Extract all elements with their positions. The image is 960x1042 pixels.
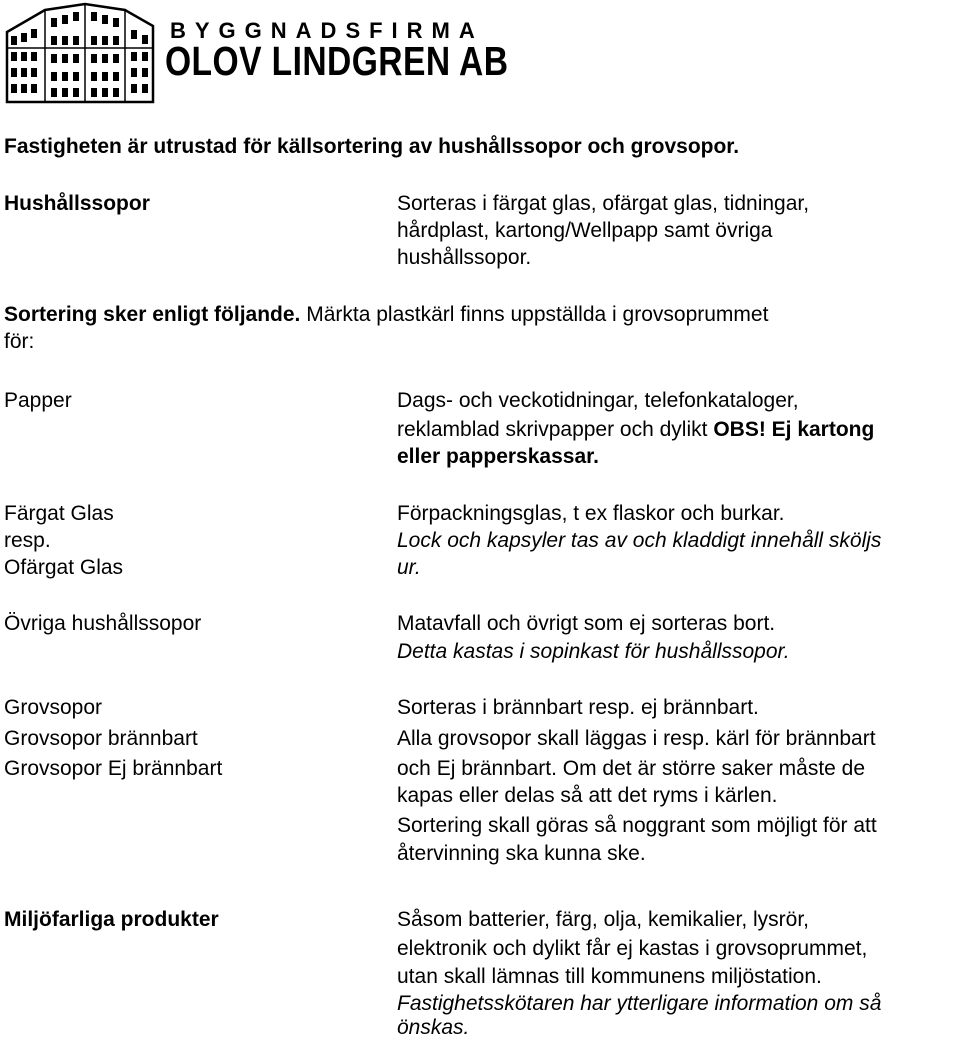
- paper-desc-text: reklamblad skrivpapper och dylikt: [397, 418, 714, 441]
- household-desc-line: hårdplast, kartong/Wellpapp samt övriga: [397, 219, 773, 242]
- household-desc-line: Sorteras i färgat glas, ofärgat glas, tidningar,: [397, 192, 810, 215]
- bulky-desc-line: kapas eller delas så att det ryms i kärlen.: [397, 784, 778, 807]
- paper-note: OBS! Ej kartong: [713, 418, 875, 441]
- glass-label-line: Färgat Glas: [4, 502, 114, 525]
- company-name: OLOV LINDGREN AB: [165, 38, 509, 84]
- household-desc-line: hushållssopor.: [397, 246, 532, 269]
- household-label: Hushållssopor: [4, 192, 150, 215]
- bulky-desc-line: Sorteras i brännbart resp. ej brännbart.: [397, 696, 759, 719]
- other-desc-line: Matavfall och övrigt som ej sorteras bort.: [397, 612, 776, 635]
- other-desc-line: Detta kastas i sopinkast för hushållssopor.: [397, 640, 790, 663]
- other-label: Övriga hushållssopor: [4, 612, 202, 635]
- hazardous-desc-line: utan skall lämnas till kommunens miljöstation.: [397, 965, 822, 988]
- intro-text: Fastigheten är utrustad för källsortering av hushållssopor och grovsopor.: [4, 135, 740, 158]
- paper-label: Papper: [4, 389, 72, 412]
- glass-label-line: resp.: [4, 529, 51, 552]
- sorting-intro-bold: Sortering sker enligt följande.: [4, 303, 301, 326]
- bulky-label-line: Grovsopor Ej brännbart: [4, 757, 223, 780]
- sorting-intro-rest: Märkta plastkärl finns uppställda i grovsoprummet: [300, 303, 769, 326]
- bulky-label-line: Grovsopor brännbart: [4, 727, 198, 750]
- bulky-desc-line: och Ej brännbart. Om det är större saker måste de: [397, 757, 866, 780]
- company-logo: [5, 2, 509, 106]
- hazardous-desc-line: elektronik och dylikt får ej kastas i grovsoprummet,: [397, 937, 868, 960]
- glass-desc-line: Förpackningsglas, t ex flaskor och burkar.: [397, 502, 785, 525]
- glass-desc-line: Lock och kapsyler tas av och kladdigt innehåll sköljs: [397, 529, 882, 552]
- hazardous-label: Miljöfarliga produkter: [4, 908, 219, 931]
- sorting-intro-line2: för:: [4, 330, 35, 353]
- glass-desc-line: ur.: [397, 556, 421, 579]
- hazardous-note-line: önskas.: [397, 1016, 470, 1039]
- sorting-intro-line: [4, 301, 768, 328]
- building-logo-icon: [5, 2, 155, 106]
- bulky-desc-line: Alla grovsopor skall läggas i resp. kärl för brännbart: [397, 727, 876, 750]
- glass-label-line: Ofärgat Glas: [4, 556, 124, 579]
- bulky-desc-line: Sortering skall göras så noggrant som möjligt för att: [397, 814, 877, 837]
- bulky-label-line: Grovsopor: [4, 696, 103, 719]
- hazardous-note-line: Fastighetsskötaren har ytterligare information om så: [397, 992, 882, 1015]
- hazardous-desc-line: Såsom batterier, färg, olja, kemikalier, lysrör,: [397, 908, 809, 931]
- paper-desc-line: [397, 416, 874, 443]
- paper-desc-line: Dags- och veckotidningar, telefonkataloger,: [397, 389, 799, 412]
- paper-note-line: eller papperskassar.: [397, 445, 599, 468]
- logo-top-line: BYGGNADSFIRMA: [170, 18, 484, 43]
- bulky-desc-line: återvinning ska kunna ske.: [397, 842, 646, 865]
